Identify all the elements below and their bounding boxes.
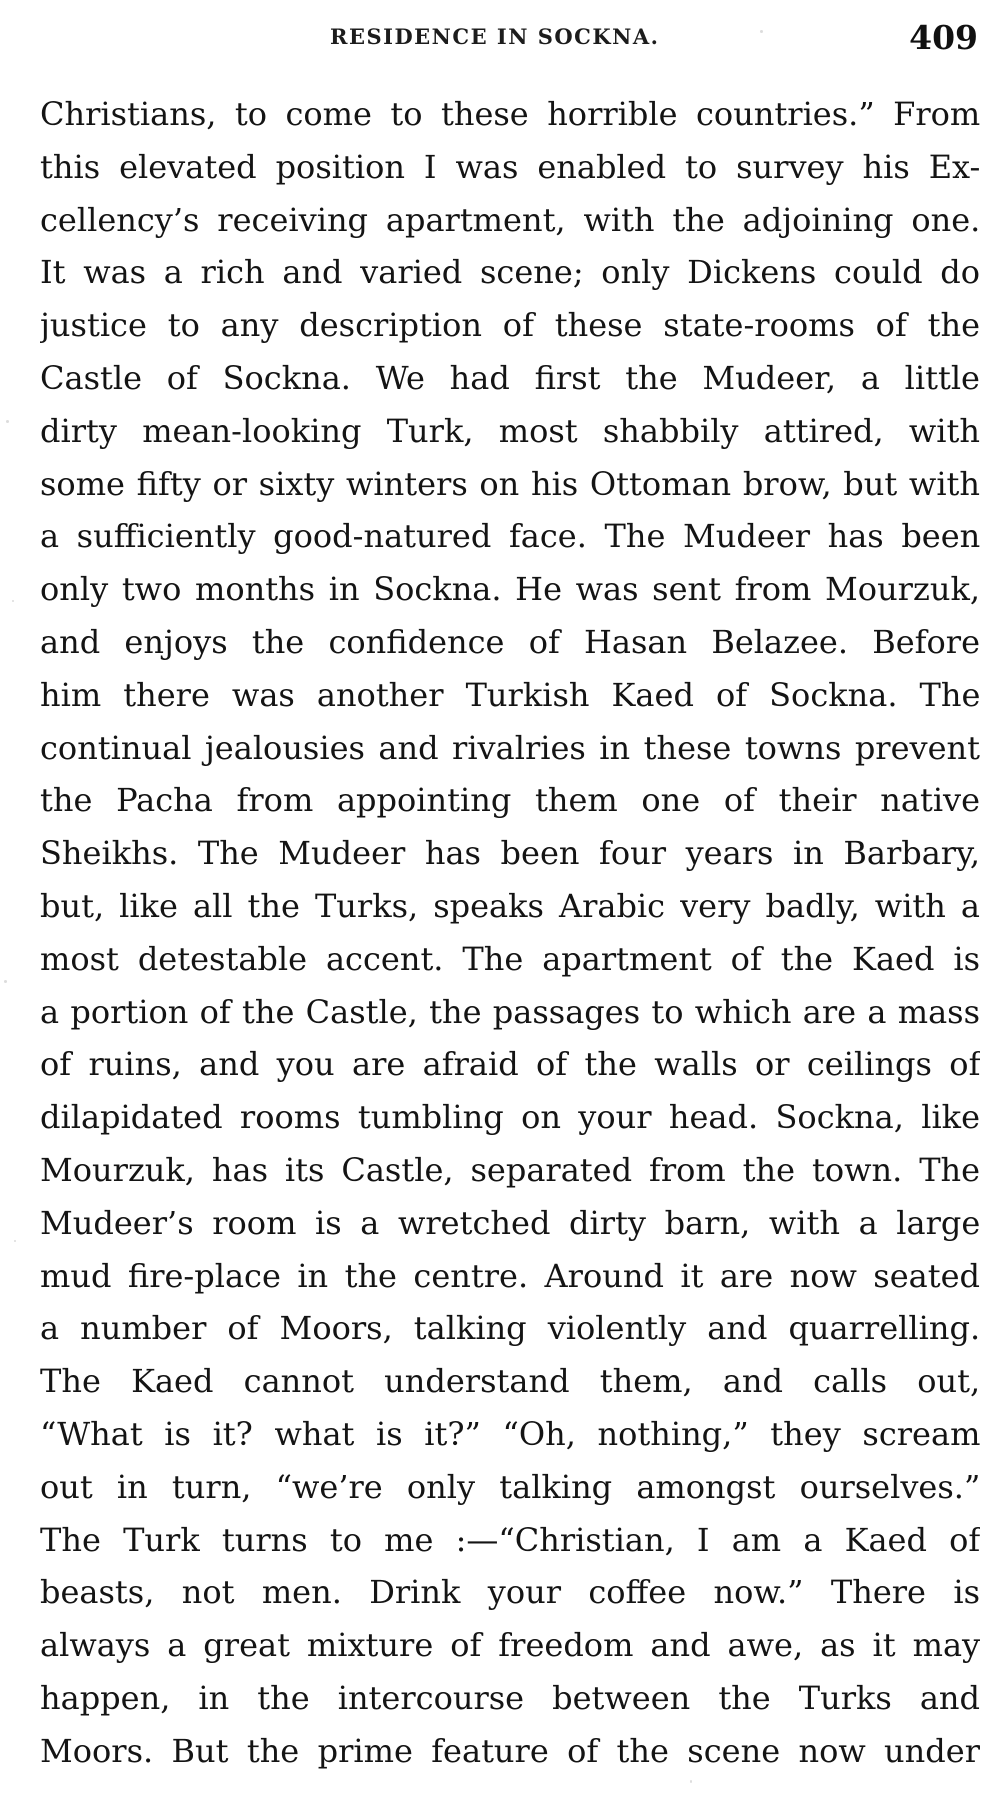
text-line: Mudeer’s room is a wretched dirty barn, with a large <box>40 1203 980 1242</box>
text-line: “What is it? what is it?” “Oh, nothing,” they scream <box>40 1414 980 1453</box>
paper-speck <box>690 1780 692 1783</box>
paper-speck <box>4 980 7 983</box>
text-line: dirty mean-looking Turk, most shabbily attired, with <box>40 411 980 450</box>
page-header <box>0 18 1000 68</box>
text-line: The Kaed cannot understand them, and calls out, <box>40 1362 980 1401</box>
text-line: a portion of the Castle, the passages to which are a mass <box>40 992 980 1031</box>
text-line: continual jealousies and rivalries in these towns prevent <box>40 728 980 767</box>
text-line: It was a rich and varied scene; only Dickens could do <box>40 253 980 292</box>
running-head: RESIDENCE IN SOCKNA. <box>330 24 660 49</box>
text-line: the Pacha from appointing them one of their native <box>40 781 980 820</box>
text-line: this elevated position I was enabled to survey his Ex- <box>40 147 980 186</box>
text-line: always a great mixture of freedom and awe, as it may <box>40 1626 980 1665</box>
text-line: dilapidated rooms tumbling on your head. Sockna, like <box>40 1098 980 1137</box>
text-line: out in turn, “we’re only talking amongst ourselves.” <box>40 1467 980 1506</box>
text-line: him there was another Turkish Kaed of Sockna. The <box>40 675 980 714</box>
text-line: Mourzuk, has its Castle, separated from the town. The <box>40 1150 980 1189</box>
page-number: 409 <box>909 18 978 57</box>
text-line: beasts, not men. Drink your coffee now.” There is <box>40 1573 980 1612</box>
text-line: a number of Moors, talking violently and quarrelling. <box>40 1309 980 1348</box>
text-line: but, like all the Turks, speaks Arabic very badly, with a <box>40 886 980 925</box>
paper-speck <box>760 30 763 33</box>
text-line: Sheikhs. The Mudeer has been four years in Barbary, <box>40 834 980 873</box>
text-line: justice to any description of these state-rooms of the <box>40 306 980 345</box>
text-line: happen, in the intercourse between the Turks and <box>40 1678 980 1717</box>
text-line: mud fire-place in the centre. Around it are now seated <box>40 1256 980 1295</box>
text-line: Castle of Sockna. We had first the Mudeer, a little <box>40 358 980 397</box>
text-line: The Turk turns to me :—“Christian, I am a Kaed of <box>40 1520 980 1559</box>
paper-speck <box>6 420 9 423</box>
paper-speck <box>14 1240 16 1242</box>
text-line: of ruins, and you are afraid of the walls or ceilings of <box>40 1045 980 1084</box>
text-line: most detestable accent. The apartment of the Kaed is <box>40 939 980 978</box>
paper-speck <box>12 600 14 602</box>
text-line: and enjoys the confidence of Hasan Belazee. Before <box>40 622 980 661</box>
text-line: a sufficiently good-natured face. The Mudeer has been <box>40 517 980 556</box>
text-line: only two months in Sockna. He was sent from Mourzuk, <box>40 570 980 609</box>
text-line: Moors. But the prime feature of the scene now under <box>40 1731 980 1770</box>
text-line: cellency’s receiving apartment, with the adjoining one. <box>40 200 980 239</box>
text-line: Christians, to come to these horrible countries.” From <box>40 95 980 133</box>
text-line: some fifty or sixty winters on his Ottoman brow, but with <box>40 464 980 503</box>
body-text <box>40 88 980 1778</box>
